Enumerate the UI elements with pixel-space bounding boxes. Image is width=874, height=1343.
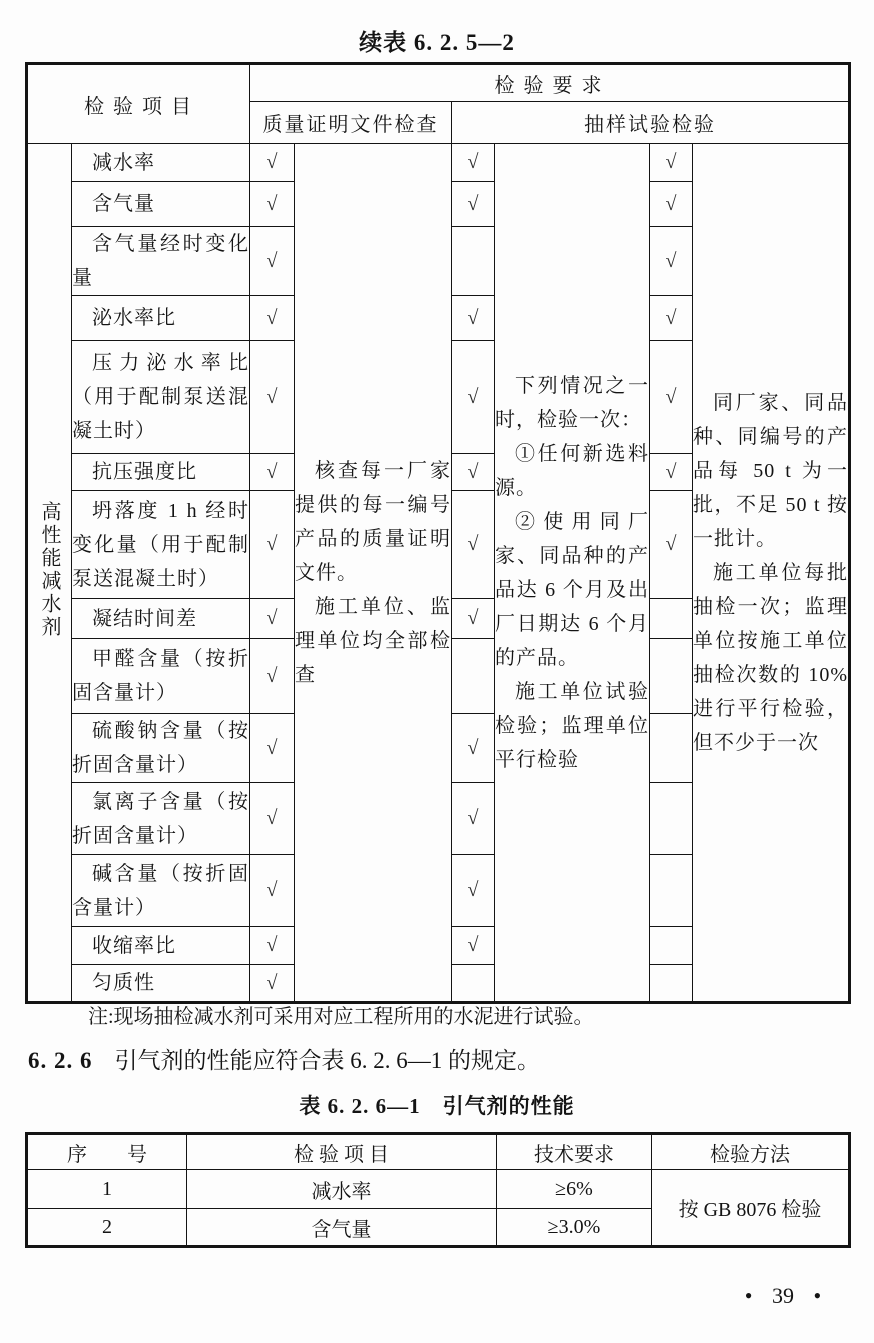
sampling-check-mark (452, 227, 495, 296)
sampling-check-mark-2: √ (650, 491, 693, 599)
table-row (27, 1170, 850, 1209)
sampling-check-mark-2: √ (650, 454, 693, 491)
header-row-1 (27, 64, 850, 102)
sampling-batch-cell (693, 144, 850, 1003)
item-cell: 碱含量（按折固含量计） (72, 855, 250, 927)
sampling-check-mark: √ (452, 855, 495, 927)
sampling-check-mark-2: √ (650, 296, 693, 341)
doc-check-mark: √ (250, 491, 295, 599)
category-label: 高性能减水剂 (38, 500, 60, 639)
table2-title: 表 6. 2. 6—1 引气剂的性能 (299, 1094, 575, 1118)
sampling-check-mark: √ (452, 714, 495, 783)
sampling-check-mark: √ (452, 182, 495, 227)
item-cell: 匀质性 (72, 965, 250, 1003)
header-inspection-requirement: 检 验 要 求 (250, 64, 850, 102)
header-sampling-test: 抽样试验检验 (452, 102, 850, 144)
doc-check-mark: √ (250, 599, 295, 639)
doc-check-mark: √ (250, 639, 295, 714)
sampling-check-mark: √ (452, 491, 495, 599)
header-item: 检 验 项 目 (187, 1134, 497, 1170)
doc-check-mark: √ (250, 855, 295, 927)
sampling-check-mark: √ (452, 927, 495, 965)
item-cell: 压力泌水率比（用于配制泵送混凝土时） (72, 341, 250, 454)
sampling-condition-p1: 下列情况之一时，检验一次： (495, 374, 649, 431)
item-cell: 甲醛含量（按折固含量计） (72, 639, 250, 714)
sampling-check-mark: √ (452, 341, 495, 454)
serial-cell: 2 (27, 1209, 187, 1247)
method-cell: 按 GB 8076 检验 (652, 1170, 850, 1247)
header-test-method: 检验方法 (652, 1134, 850, 1170)
item-cell: 含气量 (187, 1209, 497, 1247)
item-cell: 减水率 (72, 144, 250, 182)
page-number: • 39 • (744, 1283, 822, 1308)
header-doc-check: 质量证明文件检查 (250, 102, 452, 144)
requirement-cell: ≥3.0% (497, 1209, 652, 1247)
sampling-check-mark-2 (650, 855, 693, 927)
doc-check-mark: √ (250, 927, 295, 965)
doc-check-note-p1: 核查每一厂家提供的每一编号产品的质量证明文件。 (295, 459, 451, 584)
doc-check-mark: √ (250, 296, 295, 341)
requirement-cell: ≥6% (497, 1170, 652, 1209)
sampling-check-mark: √ (452, 296, 495, 341)
sampling-check-mark (452, 965, 495, 1003)
item-cell: 减水率 (187, 1170, 497, 1209)
sampling-check-mark-2: √ (650, 227, 693, 296)
category-cell (27, 144, 72, 1003)
inspection-table (25, 62, 851, 1004)
sampling-check-mark: √ (452, 454, 495, 491)
item-cell: 抗压强度比 (72, 454, 250, 491)
sampling-check-mark: √ (452, 783, 495, 855)
section-heading (28, 1042, 540, 1075)
doc-check-mark: √ (250, 182, 295, 227)
sampling-condition-p4: 施工单位试验检验；监理单位平行检验 (495, 680, 649, 771)
section-number: 6. 2. 6 (28, 1048, 93, 1073)
table2-header-row (27, 1134, 850, 1170)
sampling-check-mark-2: √ (650, 144, 693, 182)
sampling-condition-cell (495, 144, 650, 1003)
continued-table-title: 续表 6. 2. 5—2 (359, 30, 515, 55)
item-cell: 含气量 (72, 182, 250, 227)
item-cell: 含气量经时变化量 (72, 227, 250, 296)
doc-check-mark: √ (250, 341, 295, 454)
doc-check-note-p2: 施工单位、监理单位均全部检查 (295, 595, 451, 686)
doc-check-mark: √ (250, 714, 295, 783)
sampling-condition-p3: ②使用同厂家、同品种的产品达 6 个月及出厂日期达 6 个月的产品。 (495, 510, 649, 669)
header-tech-requirement: 技术要求 (497, 1134, 652, 1170)
doc-check-mark: √ (250, 454, 295, 491)
sampling-check-mark-2 (650, 639, 693, 714)
sampling-check-mark-2 (650, 783, 693, 855)
item-cell: 氯离子含量（按折固含量计） (72, 783, 250, 855)
sampling-check-mark: √ (452, 144, 495, 182)
header-inspection-item: 检 验 项 目 (27, 64, 250, 144)
doc-check-note-cell (295, 144, 452, 1003)
section-text: 引气剂的性能应符合表 6. 2. 6—1 的规定。 (114, 1048, 540, 1073)
doc-check-mark: √ (250, 783, 295, 855)
table-note: 注:现场抽检减水剂可采用对应工程所用的水泥进行试验。 (88, 1006, 594, 1028)
sampling-check-mark-2 (650, 599, 693, 639)
item-cell: 硫酸钠含量（按折固含量计） (72, 714, 250, 783)
sampling-check-mark-2 (650, 714, 693, 783)
sampling-check-mark-2 (650, 927, 693, 965)
header-serial: 序 号 (27, 1134, 187, 1170)
sampling-check-mark: √ (452, 599, 495, 639)
item-cell: 泌水率比 (72, 296, 250, 341)
doc-check-mark: √ (250, 227, 295, 296)
sampling-check-mark-2: √ (650, 341, 693, 454)
doc-check-mark: √ (250, 144, 295, 182)
sampling-condition-p2: ①任何新选料源。 (495, 442, 649, 499)
air-entraining-table (25, 1132, 851, 1248)
sampling-check-mark-2 (650, 965, 693, 1003)
item-cell: 坍落度 1 h 经时变化量（用于配制泵送混凝土时） (72, 491, 250, 599)
item-cell: 凝结时间差 (72, 599, 250, 639)
table-row (27, 144, 850, 182)
sampling-check-mark-2: √ (650, 182, 693, 227)
sampling-check-mark (452, 639, 495, 714)
sampling-batch-p2: 施工单位每批抽检一次；监理单位按施工单位抽检次数的 10%进行平行检验，但不少于一次 (693, 561, 848, 754)
serial-cell: 1 (27, 1170, 187, 1209)
item-cell: 收缩率比 (72, 927, 250, 965)
doc-check-mark: √ (250, 965, 295, 1003)
sampling-batch-p1: 同厂家、同品种、同编号的产品每 50 t 为一批，不足 50 t 按一批计。 (693, 391, 848, 550)
